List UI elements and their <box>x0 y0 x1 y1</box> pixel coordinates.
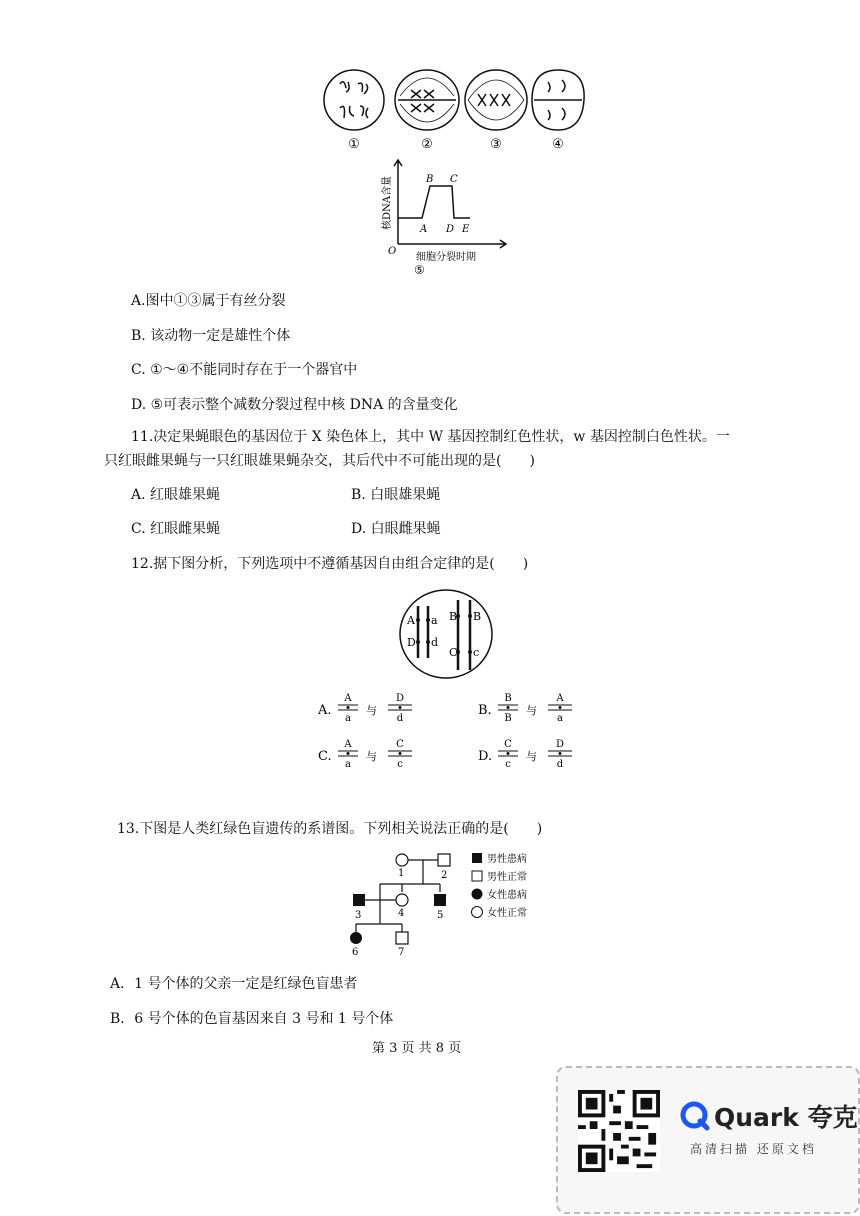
svg-text:a: a <box>345 713 351 724</box>
svg-text:与: 与 <box>366 704 377 717</box>
q11-option-c: C. 红眼雌果蝇 <box>131 521 221 537</box>
svg-text:女性患病: 女性患病 <box>487 890 527 901</box>
point-A: A <box>420 224 428 235</box>
individual-6 <box>350 932 362 944</box>
graph-caption: ⑤ <box>414 263 425 277</box>
gene-D: D <box>407 636 416 649</box>
point-D: D <box>446 224 455 235</box>
q11-option-a: A. 红眼雄果蝇 <box>131 487 221 503</box>
chromosome-cell-figure <box>396 588 496 680</box>
point-E: E <box>462 224 470 235</box>
point-C: C <box>450 174 458 185</box>
page-footer: 第 3 页 共 8 页 <box>372 1041 462 1056</box>
q12-option-b <box>478 693 572 724</box>
cell-3 <box>465 70 527 130</box>
svg-text:B: B <box>504 713 512 724</box>
svg-text:d: d <box>396 713 404 724</box>
individual-7 <box>396 932 408 944</box>
svg-text:A.: A. <box>318 703 332 718</box>
svg-text:c: c <box>505 759 511 770</box>
origin-label: O <box>388 246 397 257</box>
gene-A: A <box>407 614 415 627</box>
svg-text:A: A <box>556 693 564 704</box>
svg-text:与: 与 <box>526 704 537 717</box>
svg-text:D: D <box>555 739 565 750</box>
cell-division-figure <box>318 62 588 154</box>
legend-normal-female-icon <box>472 907 483 918</box>
quark-slogan: 高清扫描 还原文档 <box>690 1142 817 1156</box>
q12-stem: 12.据下图分析，下列选项中不遵循基因自由组合定律的是( ) <box>131 556 529 572</box>
svg-text:D.: D. <box>478 749 493 764</box>
label-2: 2 <box>441 870 448 881</box>
q10-option-d: D. ⑤可表示整个减数分裂过程中核 DNA 的含量变化 <box>131 397 458 413</box>
label-3: 3 <box>355 910 362 921</box>
gene-a: a <box>431 614 438 627</box>
q11-option-d: D. 白眼雌果蝇 <box>351 521 441 537</box>
q12-option-d <box>478 739 572 770</box>
cell-label-1: ① <box>348 137 360 152</box>
label-5: 5 <box>437 910 444 921</box>
svg-text:a: a <box>557 713 563 724</box>
individual-1 <box>396 854 408 866</box>
svg-text:B.: B. <box>478 703 492 718</box>
svg-text:C: C <box>504 739 512 750</box>
svg-text:男性患病: 男性患病 <box>487 854 527 865</box>
individual-3 <box>353 894 365 906</box>
quark-logo-icon <box>680 1101 710 1131</box>
svg-text:A: A <box>344 739 352 750</box>
gene-c: c <box>473 646 480 659</box>
label-6: 6 <box>352 947 359 958</box>
svg-text:A: A <box>344 693 352 704</box>
legend-normal-male-icon <box>472 871 482 881</box>
q11-stem-line1: 11.决定果蝇眼色的基因位于 X 染色体上，其中 W 基因控制红色性状，w 基因控制白色性状。一 <box>131 429 730 445</box>
svg-text:a: a <box>345 759 351 770</box>
quark-logo <box>680 1098 858 1134</box>
cell-4 <box>532 70 584 130</box>
qr-code-icon <box>578 1090 660 1172</box>
svg-text:与: 与 <box>526 750 537 763</box>
q10-option-b: B. 该动物一定是雄性个体 <box>131 328 291 344</box>
dna-content-graph <box>374 156 514 278</box>
q11-option-b: B. 白眼雄果蝇 <box>351 487 441 503</box>
label-4: 4 <box>398 908 405 919</box>
pedigree-chart <box>340 848 560 958</box>
q12-option-a <box>318 693 412 724</box>
q12-option-c <box>318 739 412 770</box>
svg-text:d: d <box>556 759 564 770</box>
cell-label-2: ② <box>421 137 433 152</box>
svg-text:C: C <box>396 739 404 750</box>
legend-affected-male-icon <box>472 853 482 863</box>
dna-curve <box>398 186 470 218</box>
label-1: 1 <box>398 868 405 879</box>
q12-options <box>318 686 578 772</box>
svg-text:女性正常: 女性正常 <box>487 908 527 919</box>
gene-C: C <box>449 646 458 659</box>
q13-option-a: A．1 号个体的父亲一定是红绿色盲患者 <box>110 976 358 992</box>
svg-text:B: B <box>504 693 512 704</box>
cell-label-4: ④ <box>552 137 564 152</box>
gene-d: d <box>431 636 439 649</box>
svg-text:D: D <box>395 693 405 704</box>
q10-option-c: C. ①～④不能同时存在于一个器官中 <box>131 362 358 378</box>
label-7: 7 <box>398 947 405 958</box>
y-axis <box>394 160 402 244</box>
svg-text:c: c <box>397 759 403 770</box>
cell-label-3: ③ <box>490 137 502 152</box>
gene-B-right: B <box>473 610 482 623</box>
x-axis <box>398 240 506 248</box>
quark-brand: Quark 夸克 <box>714 1103 858 1132</box>
q13-stem: 13.下图是人类红绿色盲遗传的系谱图。下列相关说法正确的是( ) <box>117 821 543 837</box>
svg-text:C.: C. <box>318 749 332 764</box>
point-B: B <box>426 174 434 185</box>
q11-stem-line2: 只红眼雌果蝇与一只红眼雄果蝇杂交，其后代中不可能出现的是( ) <box>104 453 535 469</box>
y-axis-label: 核DNA含量 <box>382 176 393 230</box>
individual-4 <box>396 894 408 906</box>
cell-1 <box>324 70 384 130</box>
legend-affected-female-icon <box>472 889 483 900</box>
pedigree-legend <box>472 852 528 919</box>
svg-text:男性正常: 男性正常 <box>487 872 527 883</box>
x-axis-label: 细胞分裂时期 <box>416 252 476 263</box>
gene-B-left: B <box>449 610 458 623</box>
individual-5 <box>434 894 446 906</box>
svg-text:与: 与 <box>366 750 377 763</box>
q13-option-b: B．6 号个体的色盲基因来自 3 号和 1 号个体 <box>110 1011 394 1027</box>
quark-watermark <box>556 1066 860 1214</box>
q10-option-a: A.图中①③属于有丝分裂 <box>131 293 286 309</box>
individual-2 <box>438 854 450 866</box>
